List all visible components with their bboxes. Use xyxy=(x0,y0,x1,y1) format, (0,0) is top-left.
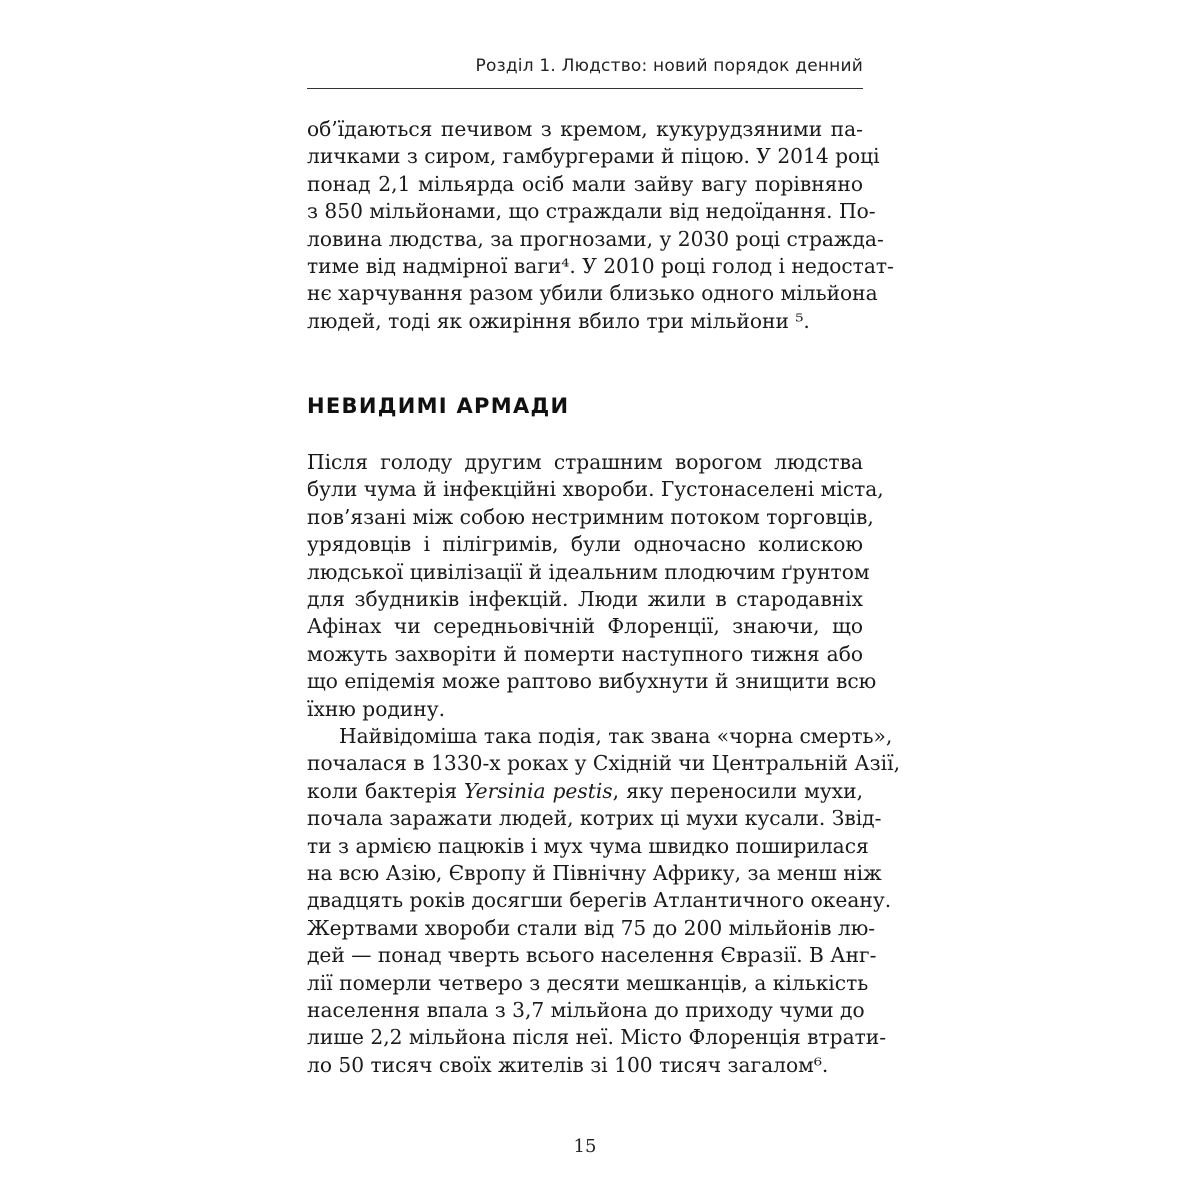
text-line: личками з сиром, гамбургерами й піцою. У 2014 році xyxy=(307,144,880,169)
paragraph-continued xyxy=(307,116,894,335)
text-line: були чума й інфекційні хвороби. Густонаселені міста, xyxy=(307,477,884,502)
paragraph-two xyxy=(307,723,900,1079)
text-line: урядовців і пілігримів, були одночасно колискою xyxy=(307,532,863,557)
text-line: Після голоду другим страшним ворогом людства xyxy=(307,450,863,474)
text-line: що епідемія може раптово вибухнути й знищити всю xyxy=(307,669,877,694)
text-fragment: тиме від надмірної ваги xyxy=(307,253,562,278)
italic-species-name: Yersinia pestis xyxy=(464,778,613,803)
footnote-ref: ⁵. xyxy=(795,308,810,333)
section-heading: НЕВИДИМІ АРМАДИ xyxy=(307,394,570,418)
text-line: Жертвами хвороби стали від 75 до 200 мільйонів лю- xyxy=(307,915,876,940)
text-line: їхню родину. xyxy=(307,696,446,721)
text-line: двадцять років досягши берегів Атлантичного океану. xyxy=(307,888,892,913)
text-line: з 850 мільйонами, що страждали від недоїдання. По- xyxy=(307,199,876,224)
text-line: пов’язані між собою нестримним потоком торговців, xyxy=(307,504,874,529)
text-line: понад 2,1 мільярда осіб мали зайву вагу порівняно xyxy=(307,171,863,196)
text-line: можуть захворіти й померти наступного тижня або xyxy=(307,641,863,666)
text-line: Афінах чи середньовічній Флоренції, знаючи, що xyxy=(307,614,863,639)
text-line: дей — понад чверть всього населення Євразії. В Анг- xyxy=(307,943,877,968)
text-fragment: ло 50 тисяч своїх жителів зі 100 тисяч загалом xyxy=(307,1052,814,1077)
text-line: лише 2,2 мільйона після неї. Місто Флоренція втрати- xyxy=(307,1025,887,1050)
text-line xyxy=(307,778,863,805)
text-line: нє харчування разом убили близько одного мільйона xyxy=(307,281,878,306)
text-line: для збудників інфекцій. Люди жили в стародавніх xyxy=(307,586,863,611)
text-line xyxy=(307,1052,863,1079)
footnote-ref: ⁶. xyxy=(813,1052,829,1077)
text-line: лії померли четверо з десяти мешканців, а кількість xyxy=(307,970,869,995)
footnote-ref: ⁴. У 2010 році голод і недостат- xyxy=(561,253,894,278)
text-line: ловина людства, за прогнозами, у 2030 році стражда- xyxy=(307,226,884,251)
text-line: об’їдаються печивом з кремом, кукурудзяними па- xyxy=(307,117,863,141)
text-line: населення впала з 3,7 мільйона до приходу чуми до xyxy=(307,997,865,1022)
text-line: на всю Азію, Європу й Північну Африку, за менш ніж xyxy=(307,860,882,885)
page-number: 15 xyxy=(573,1136,597,1157)
running-head: Розділ 1. Людство: новий порядок денний xyxy=(475,56,863,76)
text-line: почала заражати людей, котрих ці мухи кусали. Звід- xyxy=(307,806,882,831)
text-line: людської цивілізації й ідеальним плодючим ґрунтом xyxy=(307,559,870,584)
paragraph-one xyxy=(307,449,884,723)
text-fragment: , яку переносили мухи, xyxy=(612,778,864,803)
text-line xyxy=(307,308,863,335)
text-line: ти з армією пацюків і мух чума швидко поширилася xyxy=(307,833,869,858)
header-rule xyxy=(307,88,863,89)
text-fragment: людей, тоді як ожиріння вбило три мільйони xyxy=(307,308,796,333)
text-line: почалася в 1330-х роках у Східній чи Центральній Азії, xyxy=(307,751,900,776)
text-fragment: коли бактерія xyxy=(307,778,465,803)
text-line xyxy=(307,253,894,280)
text-line: Найвідоміша така подія, так звана «чорна смерть», xyxy=(339,724,893,748)
